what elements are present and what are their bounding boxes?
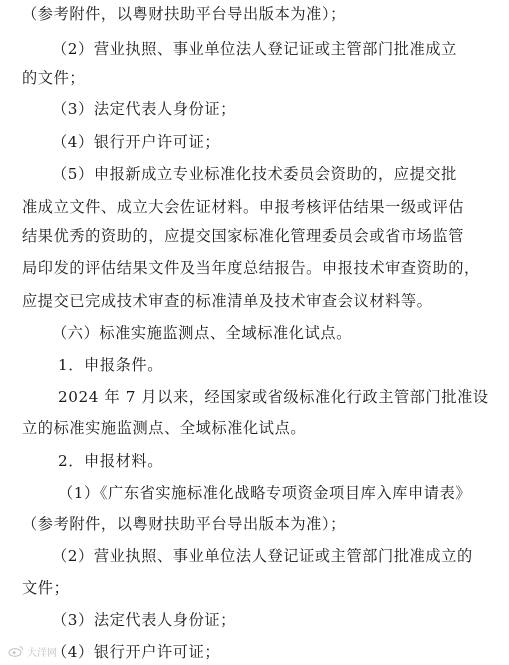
- text-line: 2024 年 7 月以来，经国家或省级标准化行政主管部门批准设: [58, 388, 489, 406]
- text-line: （1）《广东省实施标准化战略专项资金项目库入库申请表》: [58, 484, 472, 502]
- text-line: 1．申报条件。: [58, 356, 163, 374]
- text-line: （2）营业执照、事业单位法人登记证或主管部门批准成立: [52, 40, 457, 58]
- text-line: （参考附件，以粤财扶助平台导出版本为准）；: [22, 515, 346, 533]
- watermark: [8, 641, 57, 661]
- text-line: 局印发的评估结果文件及当年度总结报告。申报技术审查资助的，: [22, 259, 480, 277]
- text-line: 立的标准实施监测点、全域标准化试点。: [22, 419, 307, 437]
- weibo-icon: [8, 645, 24, 657]
- text-line: （参考附件，以粤财扶助平台导出版本为准）；: [22, 5, 346, 23]
- watermark-text: 大洋网: [27, 647, 57, 659]
- text-line: 应提交已完成技术审查的标准清单及技术审查会议材料等。: [22, 292, 433, 310]
- text-line: 文件；: [22, 579, 70, 597]
- text-line: （3）法定代表人身份证；: [52, 100, 236, 118]
- text-line: （4）银行开户许可证；: [52, 133, 221, 151]
- section-heading: （六）标准实施监测点、全域标准化试点。: [52, 324, 352, 342]
- text-line: 的文件；: [22, 69, 86, 87]
- text-line: 准成立文件、成立大会佐证材料。申报考核评估结果一级或评估: [22, 198, 465, 216]
- text-line: （2）营业执照、事业单位法人登记证或主管部门批准成立的: [52, 547, 473, 565]
- text-line: 结果优秀的资助的，应提交国家标准化管理委员会或省市场监管: [22, 227, 465, 245]
- text-line: （3）法定代表人身份证；: [52, 611, 236, 629]
- text-line: （4）银行开户许可证；: [52, 643, 221, 661]
- text-line: （5）申报新成立专业标准化技术委员会资助的，应提交批: [52, 165, 457, 183]
- text-line: 2．申报材料。: [58, 452, 163, 470]
